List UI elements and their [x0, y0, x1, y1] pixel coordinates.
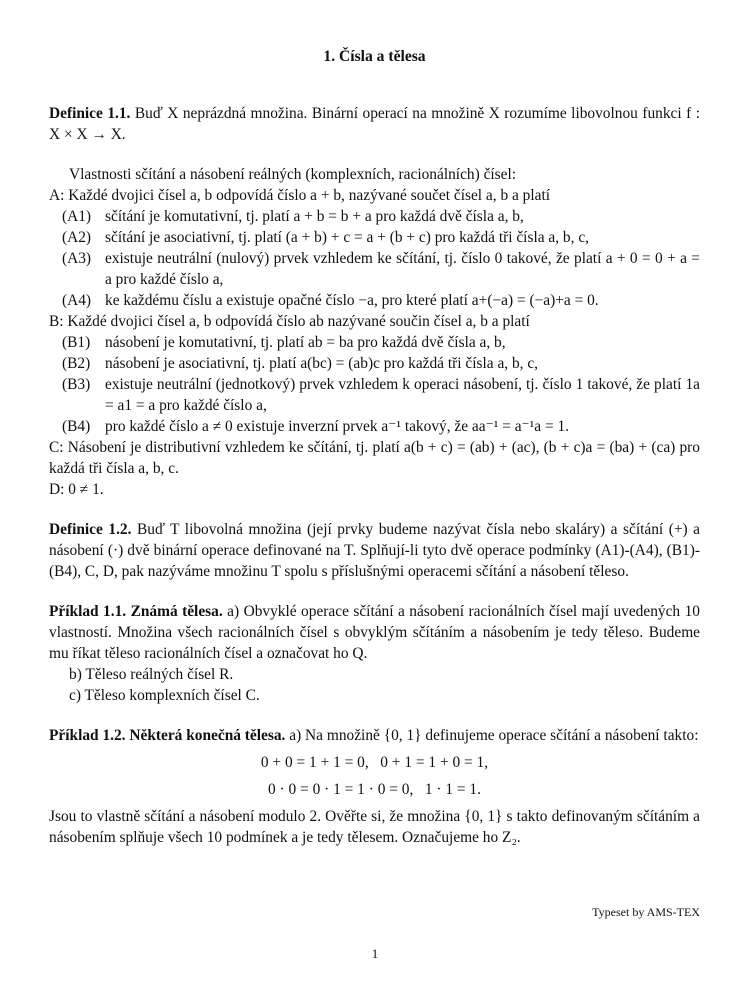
section-title: 1. Čísla a tělesa: [323, 48, 426, 65]
property-d: D: 0 ≠ 1.: [49, 481, 104, 498]
list-item: (B1) násobení je komutativní, tj. platí ab = ba pro každá dvě čísla a, b,: [62, 334, 506, 351]
definition-label: Definice 1.1.: [49, 105, 131, 122]
list-item: (A1) sčítání je komutativní, tj. platí a + b = b + a pro každá dvě čísla a, b,: [62, 208, 524, 225]
example-text: a) Obvyklé operace sčítání a násobení racionálních čísel mají uvedených 10 vlastností. Množina všech racionálních čísel s obvyklým sčítáním a násobením je tedy těleso. Budeme mu říkat těleso racionálních čísel a označovat ho Q.: [49, 603, 700, 662]
definition-label: Definice 1.2.: [49, 521, 132, 538]
property-a-list: [49, 206, 700, 311]
example-1-1-b: b) Těleso reálných čísel R.: [69, 666, 234, 683]
example-1-2-after: Jsou to vlastně sčítání a násobení modulo 2. Ověřte si, že množina {0, 1} s takto definovaným sčítáním a násobením splňuje všech 10 podmínek a je tedy tělesem. Označujeme ho Z₂.: [49, 808, 700, 846]
definition-1-2: [49, 519, 700, 582]
properties-intro: Vlastnosti sčítání a násobení reálných (komplexních, racionálních) čísel:: [69, 166, 517, 183]
list-item: (B2) násobení je asociativní, tj. platí a(bc) = (ab)c pro každá tři čísla a, b, c,: [62, 355, 539, 372]
example-text: a) Na množině {0, 1} definujeme operace sčítání a násobení takto:: [289, 727, 699, 744]
list-item: (A3) existuje neutrální (nulový) prvek vzhledem ke sčítání, tj. číslo 0 takové, že platí a + 0 = 0 + a = a pro každé číslo a,: [62, 250, 700, 288]
example-1-1-c: c) Těleso komplexních čísel C.: [69, 687, 260, 704]
page-body: [49, 46, 700, 848]
list-item: (B3) existuje neutrální (jednotkový) prvek vzhledem k operaci násobení, tj. číslo 1 takové, že platí 1a = a1 = a pro každé číslo a,: [62, 376, 700, 414]
property-b-head: B: Každé dvojici čísel a, b odpovídá číslo ab nazývané součin čísel a, b a platí: [49, 313, 530, 330]
property-a-head: A: Každé dvojici čísel a, b odpovídá číslo a + b, nazývané součet čísel a, b a platí: [49, 187, 551, 204]
definition-1-1: [49, 103, 700, 145]
equation-addition: 0 + 0 = 1 + 1 = 0, 0 + 1 = 1 + 0 = 1,: [260, 754, 489, 771]
definition-text: Buď T libovolná množina (její prvky budeme nazývat čísla nebo skaláry) a sčítání (+) a násobení (·) dvě binární operace definované na T. Splňují-li tyto dvě operace podmínky (A1)-(A4), (B1)-(B4), C, D, pak nazýváme množinu T spolu s příslušnými operacemi sčítání a násobení těleso.: [49, 521, 700, 580]
equation-multiplication: 0 · 0 = 0 · 1 = 1 · 0 = 0, 1 · 1 = 1.: [268, 781, 481, 798]
page-number: 1: [371, 946, 379, 961]
property-b-list: [49, 332, 700, 437]
example-label: Příklad 1.2. Některá konečná tělesa.: [49, 727, 286, 744]
list-item: (A4) ke každému číslu a existuje opačné číslo −a, pro které platí a+(−a) = (−a)+a = 0.: [62, 292, 599, 309]
example-1-2: [49, 725, 700, 746]
example-1-1: [49, 601, 700, 664]
definition-text: Buď X neprázdná množina. Binární operací na množině X rozumíme libovolnou funkci f : X × X → X.: [49, 105, 700, 143]
example-label: Příklad 1.1. Známá tělesa.: [49, 603, 223, 620]
typeset-footer: Typeset by AMS-TEX: [592, 905, 700, 919]
property-c: C: Násobení je distributivní vzhledem ke sčítání, tj. platí a(b + c) = (ab) + (ac), (b + c)a = (ba) + (ca) pro každá tři čísla a, b, c.: [49, 439, 700, 477]
list-item: (A2) sčítání je asociativní, tj. platí (a + b) + c = a + (b + c) pro každá tři čísla a, b, c,: [62, 229, 590, 246]
list-item: (B4) pro každé číslo a ≠ 0 existuje inverzní prvek a⁻¹ takový, že aa⁻¹ = a⁻¹a = 1.: [62, 418, 570, 435]
